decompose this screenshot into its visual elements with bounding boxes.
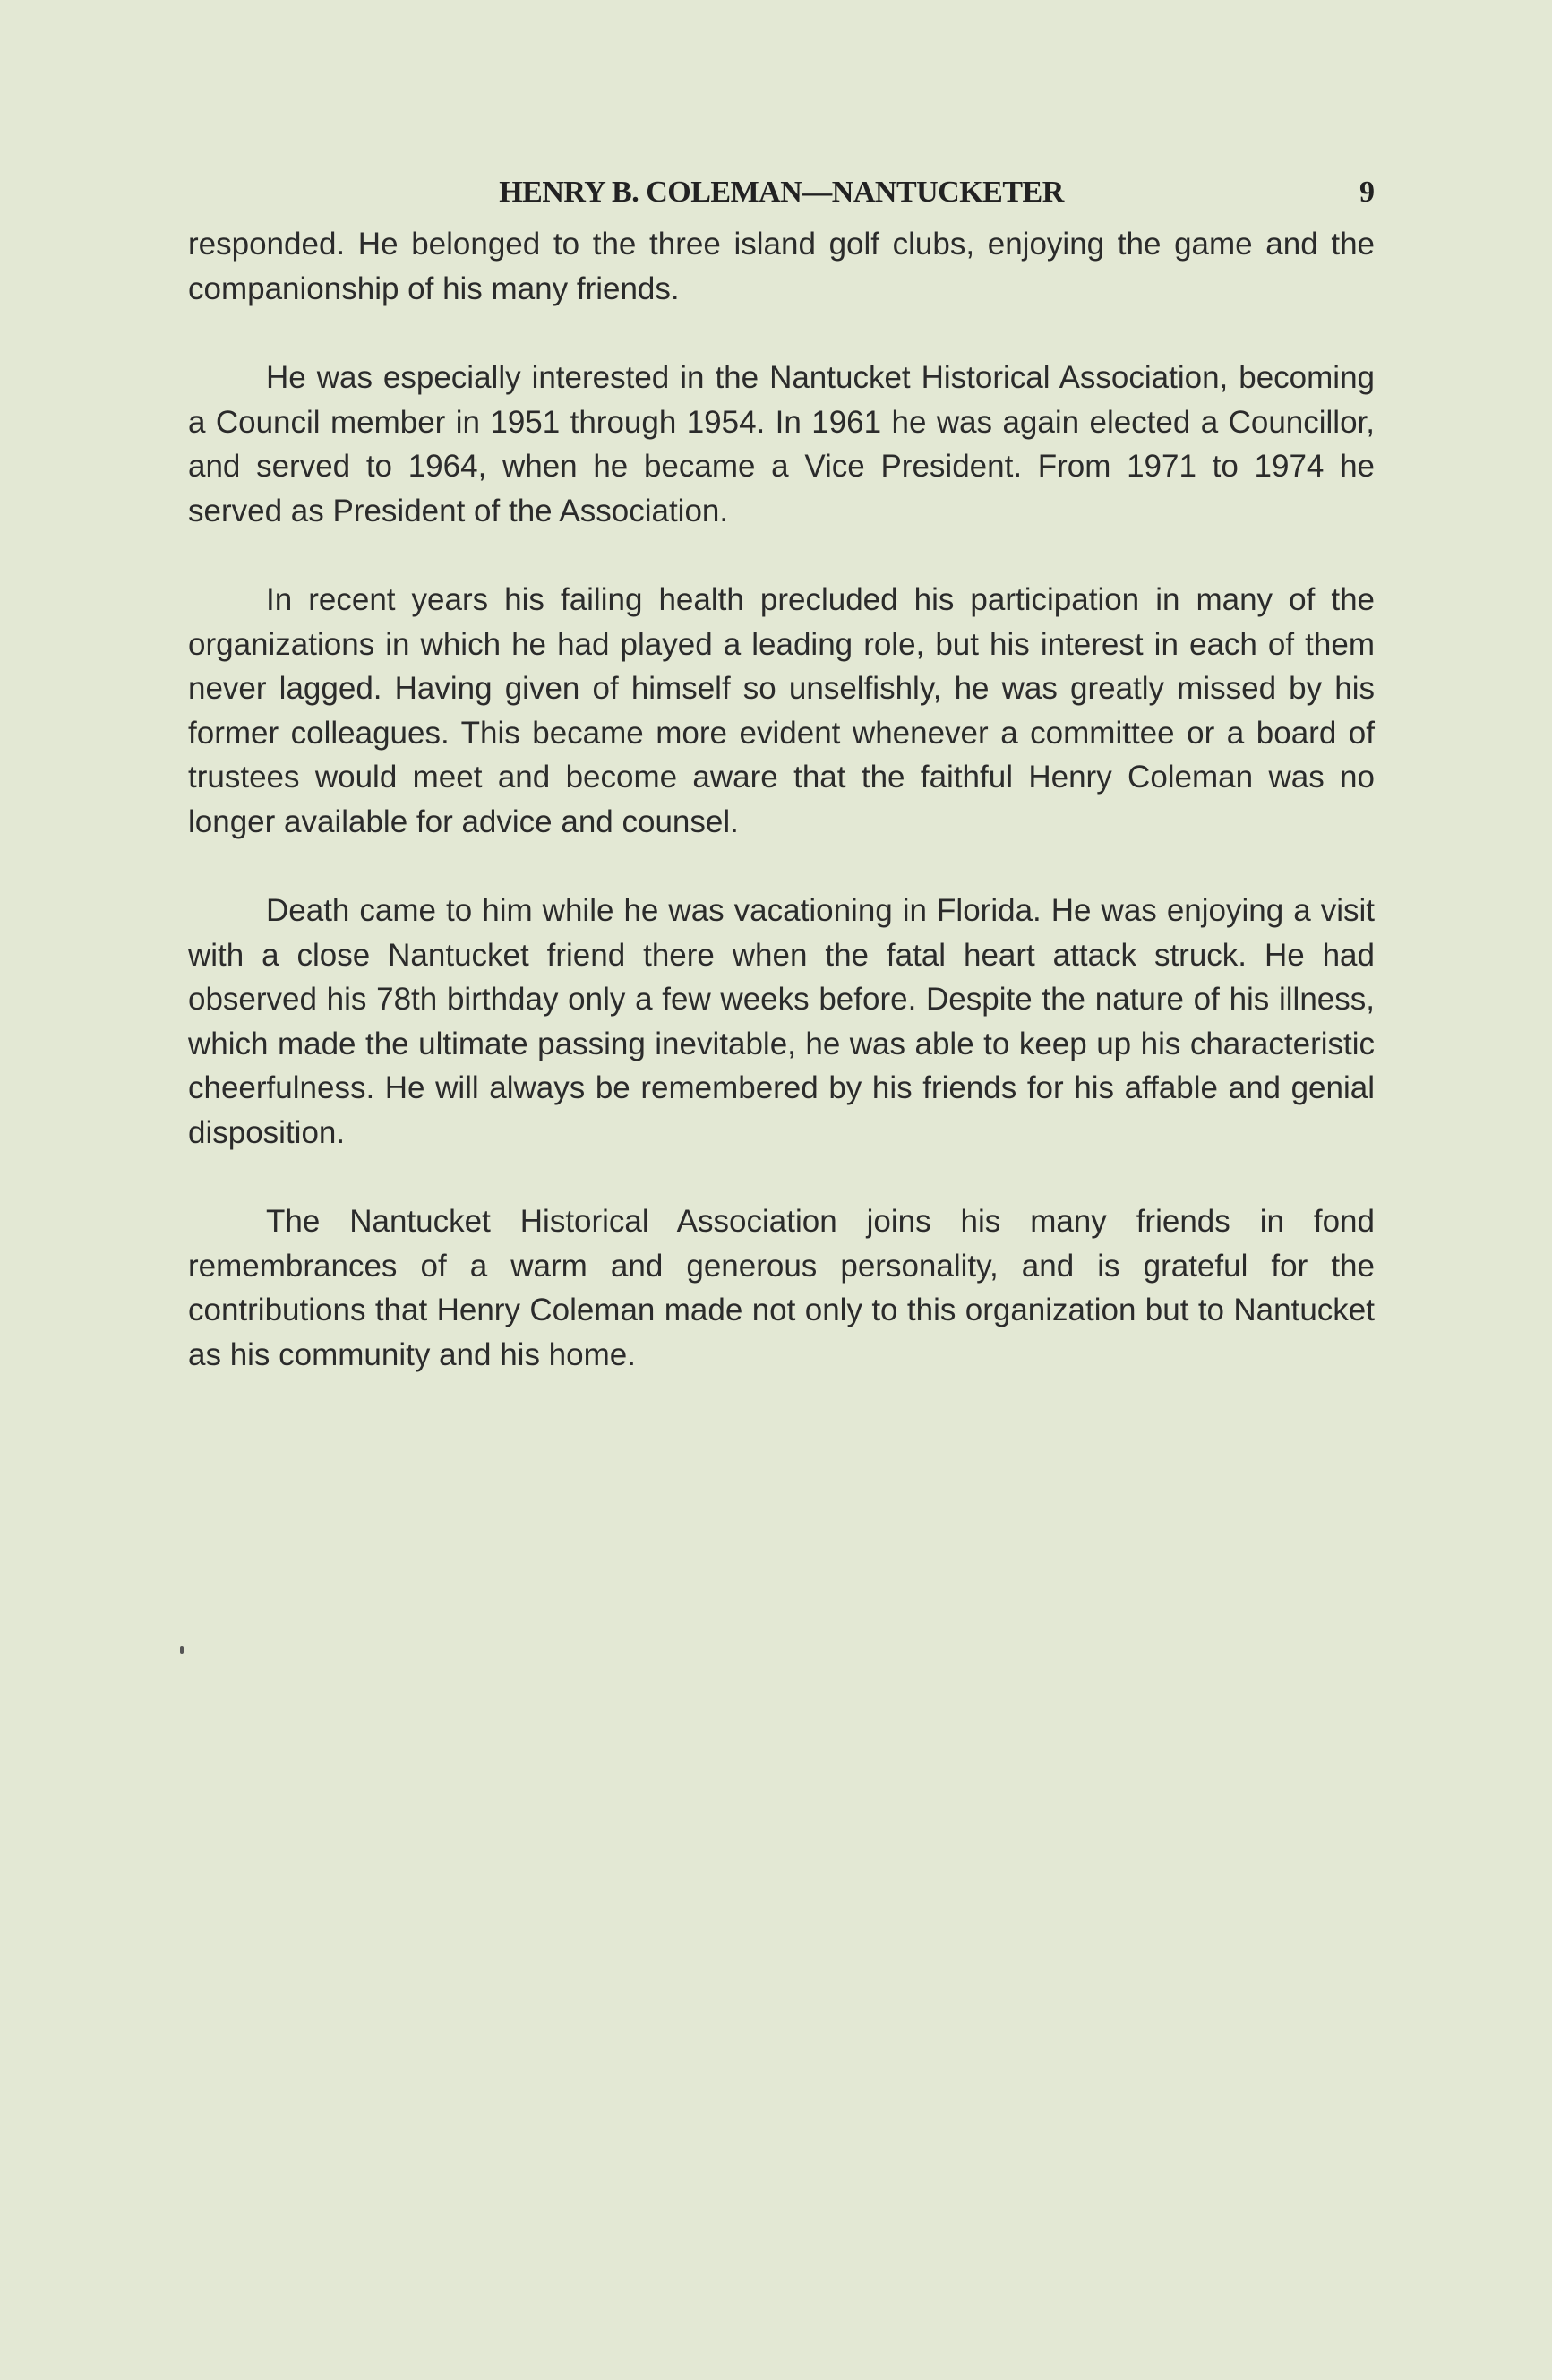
paragraph-continuation: responded. He belonged to the three island golf clubs, enjoying the game and the companionship of his many friends. [188,227,1375,306]
ink-speck [180,1646,184,1654]
page-number: 9 [1359,176,1375,209]
paragraph-death: Death came to him while he was vacationing in Florida. He was enjoying a visit with a close Nantucket friend there when the fatal heart attack struck. He had observed his 78th birthday only a few weeks before. Despite the nature of his illness, which made the ultimate passing inevitable, he was able to keep up his characteristic cheerfulness. He will always be remembered by his friends for his affable and genial disposition. [188,893,1375,1150]
paragraph-remembrance: The Nantucket Historical Association joins his many friends in fond remembrances of a warm and generous personality, and is grateful for the contributions that Henry Coleman made not only to this organization but to Nantucket as his community and his home. [188,1204,1375,1372]
article-body [188,222,1375,1422]
running-header [188,176,1375,219]
running-title: HENRY B. COLEMAN—NANTUCKETER [499,176,1064,209]
paragraph-historical-association: He was especially interested in the Nantucket Historical Association, becoming a Council member in 1951 through 1954. In 1961 he was again elected a Councillor, and served to 1964, when he became a Vice President. From 1971 to 1974 he served as President of the Association. [188,360,1375,528]
paragraph-failing-health: In recent years his failing health precluded his participation in many of the organizations in which he had played a leading role, but his interest in each of them never lagged. Having given of himself so unselfishly, he was greatly missed by his former colleagues. This became more evident whenever a committee or a board of trustees would meet and become aware that the faithful Henry Coleman was no longer available for advice and counsel. [188,582,1375,839]
